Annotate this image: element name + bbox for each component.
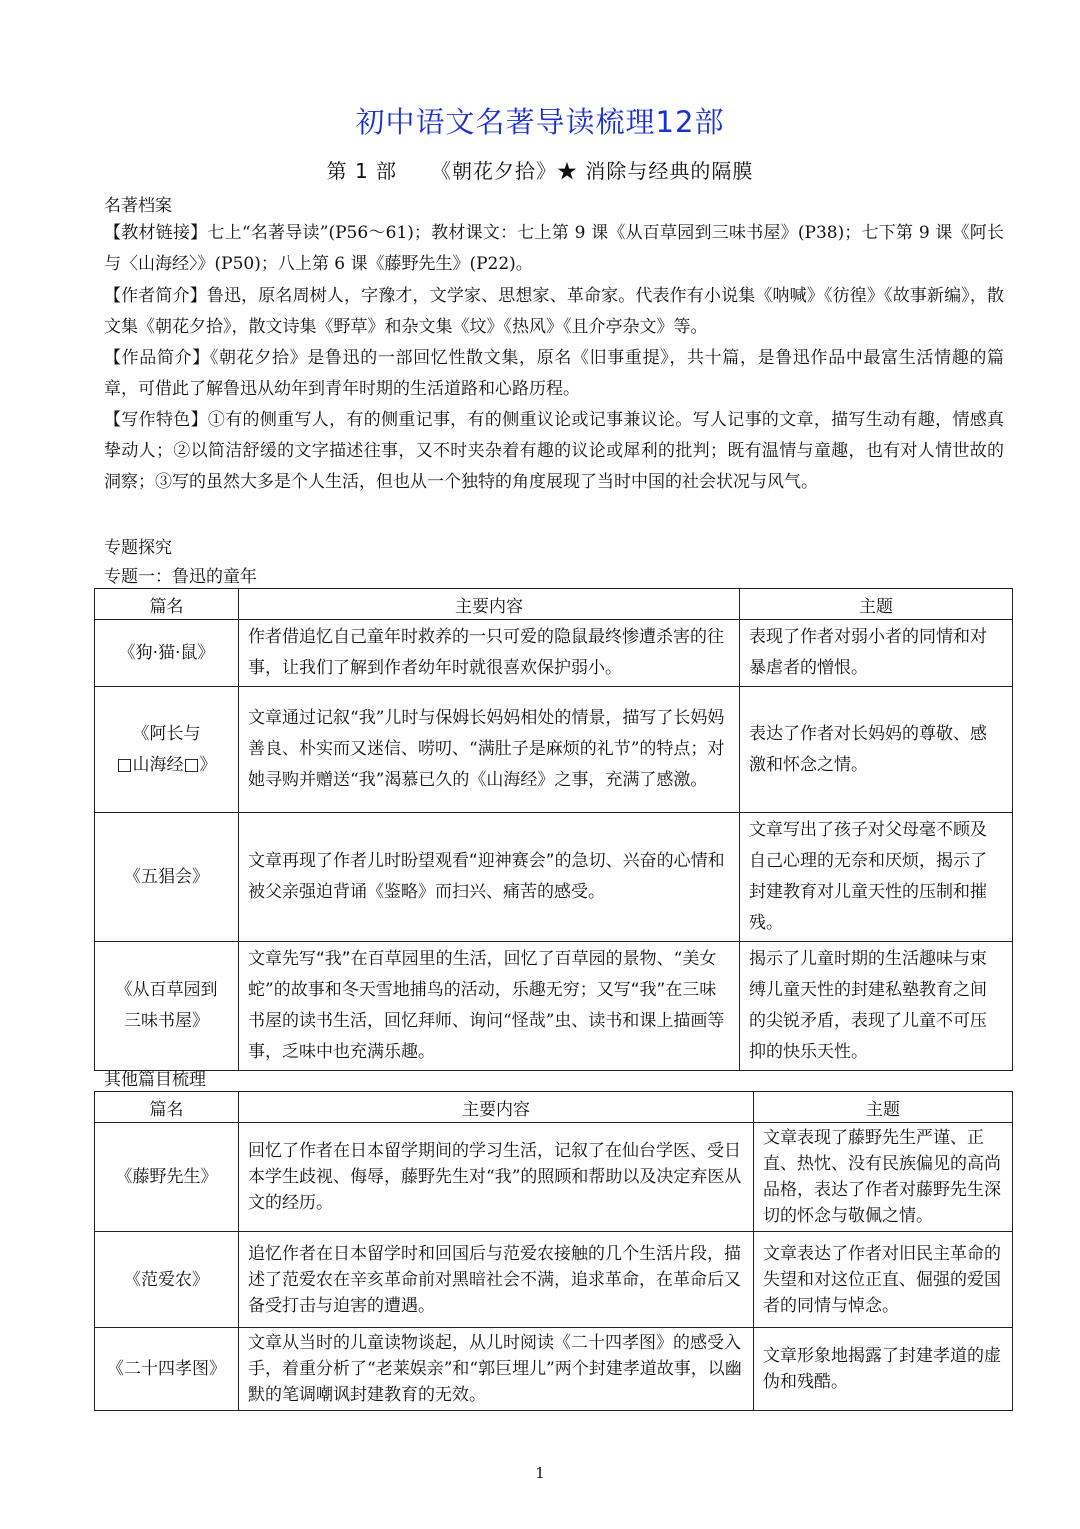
row-content: 作者借追忆自己童年时救养的一只可爱的隐鼠最终惨遭杀害的往事，让我们了解到作者幼年时就很喜欢保护弱小。 [239,620,740,687]
feature-text: ①有的侧重写人，有的侧重记事，有的侧重议论或记事兼议论。写人记事的文章，描写生动有趣，情感真挚动人；②以简洁舒缓的文字描述往事，又不时夹杂着有趣的议论或犀利的批判；既有 [104,410,1005,461]
theme-highlight: 深切的怀念与敬佩之情 [763,1180,1001,1226]
work-text: ，原名《旧事重提》，共十篇，是鲁迅作品中最富生活情趣的篇章，可借此了解鲁迅从幼年到青年时期的生活道路和心路历程。 [104,348,1005,399]
theme-text: 文章形象地揭露了 [763,1346,899,1366]
archive-author [104,281,1004,343]
col-header-content: 主要内容 [239,1092,754,1123]
heading-topics: 专题探究 [104,538,172,558]
row-content [239,1328,754,1411]
theme-text: 。 [766,913,783,933]
col-header-theme: 主题 [740,589,1013,620]
work-text: 《朝花夕拾》是鲁迅的一部 [209,348,414,368]
table-header-row [95,589,1013,620]
book-title: 《朝花夕拾》 [431,159,558,183]
table-row [95,1232,1013,1328]
textbook-text: 七上“名著导读”(P56～61)；教材课文：七上第 9 课《从百草园到三味书屋》(P38)；七下第 9 课《阿长与〈山海经〉》(P50)；八上第 6 课《藤野先生》(P22)。 [104,223,1005,274]
work-label: 【作品简介】 [104,348,210,368]
content-text: 的急切、兴奋的心情和被父亲强迫背诵《鉴略》而扫兴、痛苦的感受。 [248,851,725,902]
archive-features [104,405,1004,498]
heading-topic1: 专题一：鲁迅的童年 [104,567,257,587]
feature-text: ，也有 [848,441,901,461]
feature-label: 【写作特色】 [104,410,208,430]
row-title: 《藤野先生》 [95,1123,239,1232]
row-title-line: 《阿长与 [132,723,201,744]
row-title [95,942,239,1071]
table-row [95,813,1013,942]
row-title: 《五猖会》 [95,813,239,942]
col-header-name: 篇名 [95,1092,239,1123]
row-theme: 文章表达了作者对旧民主革命的失望和对这位正直、倔强的爱国者的同情与悼念。 [754,1232,1013,1328]
theme-text: 。 [831,1372,848,1392]
other-works-table [94,1091,1013,1411]
author-label: 【作者简介】 [104,286,207,306]
content-text: ，回忆了百草园的景物、“美女蛇”的故事和冬天雪地捕鸟的活动，乐趣无穷； [248,949,717,1000]
feature-highlight: 温情与童趣 [761,441,849,461]
content-highlight: 儿时盼望观看“迎神赛会” [367,851,555,871]
row-theme [740,813,1013,942]
theme-highlight: 封建孝道的虚伪和残酷 [763,1346,1001,1392]
textbook-label: 【教材链接】 [104,223,208,243]
row-content: 文章通过记叙“我”儿时与保姆长妈妈相处的情景，描写了长妈妈善良、朴实而又迷信、唠叨、“满肚子是麻烦的礼节”的特点；对她寻购并赠送“我”渴慕已久的《山海经》之事，充满了感激。 [239,687,740,813]
row-theme: 表达了作者对长妈妈的尊敬、感激和怀念之情。 [740,687,1013,813]
theme-text: 文章写出了孩子对父母毫不顾及自己心理的无奈和厌烦， [749,820,987,871]
heading-others: 其他篇目梳理 [104,1070,206,1090]
theme-text: 文章表现了 [763,1128,848,1148]
archive-textbook [104,218,1004,280]
content-text: 。 [469,1385,486,1405]
table-row [95,687,1013,813]
topic1-table [94,588,1013,1071]
theme-highlight: 藤野先生严谨、正直、热忱、没有民族偏见的高尚品格 [763,1128,1001,1200]
table-header-row [95,1092,1013,1123]
row-theme [754,1123,1013,1232]
row-title [95,687,239,813]
page-title: 初中语文名著导读梳理12部 [355,105,725,139]
feature-highlight: 对人情世故的洞察 [104,441,1005,492]
row-theme: 揭示了儿童时期的生活趣味与束缚儿童天性的封建私塾教育之间的尖锐矛盾，表现了儿童不可压抑的快乐天性。 [740,942,1013,1071]
content-text: 文章再现了作者 [248,851,367,871]
col-header-name: 篇名 [95,589,239,620]
work-highlight: 回忆性散文集 [413,348,520,368]
row-title-line: 《从百草园到 [115,980,218,1000]
archive-work [104,343,1004,405]
col-header-content: 主要内容 [239,589,740,620]
table-row [95,1123,1013,1232]
table-row [95,942,1013,1071]
content-highlight: 以幽默的笔调嘲讽封建教育的无效 [248,1359,742,1405]
content-highlight: 又写“我”在三味书屋的读书生活 [248,980,717,1031]
page-number: 1 [535,1464,545,1482]
heading-archive: 名著档案 [104,196,172,216]
row-theme: 表现了作者对弱小者的同情和对暴虐者的憎恨。 [740,620,1013,687]
author-works-highlight: 小说集《呐喊》《彷徨》《故事新编》，散文集《朝花夕拾》，散文诗集《野草》 [104,286,1005,337]
row-title-line: 三味书屋》 [124,1011,209,1031]
author-text: 和 [384,317,402,337]
content-text: 文章先写 [248,949,316,969]
part-label: 第 1 部 [326,159,398,183]
table-row [95,1328,1013,1411]
row-title-line: □山海经□》 [116,754,217,775]
row-content: 追忆作者在日本留学时和回国后与范爱农接触的几个生活片段，描述了范爱农在辛亥革命前对黑暗社会不满，追求革命，在革命后又备受打击与迫害的遭遇。 [239,1232,754,1328]
row-title: 《二十四孝图》 [95,1328,239,1411]
row-content [239,813,740,942]
feature-text: ；③写的虽然大多是个人生活，但也从一个独特的角度展现了当时中国的社会状况与风气。 [138,472,818,492]
table-row [95,620,1013,687]
row-content [239,942,740,1071]
row-content: 回忆了作者在日本留学期间的学习生活，记叙了在仙台学医、受日本学生歧视、侮辱，藤野先生对“我”的照顾和帮助以及决定弃医从文的经历。 [239,1123,754,1232]
theme-text: ，表达了作者对藤野先生 [797,1180,984,1200]
content-text: ，回忆拜师、询问“怪哉”虫、读书和课上描画等事，乏味中也充满乐趣。 [248,1011,725,1062]
part-subtitle [0,155,1080,184]
col-header-theme: 主题 [754,1092,1013,1123]
row-title: 《范爱农》 [95,1232,239,1328]
content-text: 文章从当时的儿童读物谈起，从儿时阅读《二十四孝图》的感受入手，着重分析了“老莱娱亲”和“郭巨埋儿”两个封建孝道故事， [248,1333,741,1379]
theme-text: 。 [916,1206,933,1226]
row-title: 《狗·猫·鼠》 [95,620,239,687]
author-text: 等。 [673,317,708,337]
subtitle-tail: ★ 消除与经典的隔膜 [557,159,754,183]
row-theme [754,1328,1013,1411]
theme-highlight: 揭示了封建教育对儿童天性的压制和摧残 [749,851,987,933]
author-text: 鲁迅，原名周树人，字豫才，文学家、思想家、革命家。代表作有 [206,286,704,306]
author-essays-highlight: 杂文集《坟》《热风》《且介亭杂文》 [401,317,674,337]
content-highlight: “我”在百草园里的生活 [316,949,487,969]
